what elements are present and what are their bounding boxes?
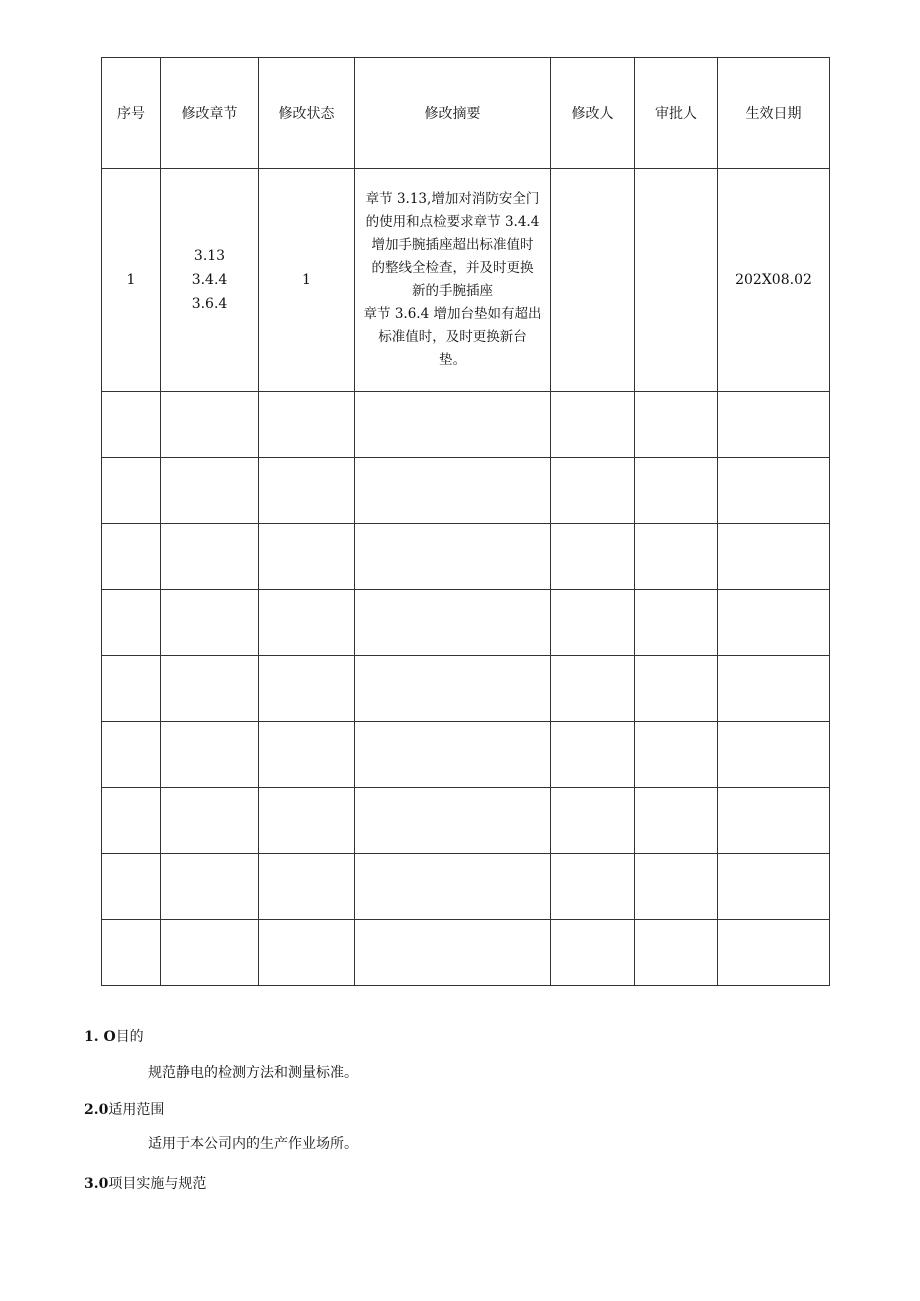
empty-cell [551,458,635,524]
empty-cell [161,392,259,458]
empty-cell [259,854,355,920]
empty-cell [355,458,551,524]
empty-cell [718,590,830,656]
empty-cell [635,920,718,986]
header-status: 修改状态 [259,58,355,169]
empty-cell [355,656,551,722]
empty-cell [635,854,718,920]
cell-chapters [161,169,259,392]
empty-cell [102,524,161,590]
cell-editor [551,169,635,392]
empty-cell [259,788,355,854]
empty-cell [635,590,718,656]
empty-cell [161,590,259,656]
section-number: 1. O [84,1029,116,1045]
empty-cell [161,854,259,920]
summary-line: 的使用和点检要求章节 3.4.4 [365,214,540,230]
empty-cell [551,524,635,590]
table-row [102,590,830,656]
empty-cell [635,722,718,788]
empty-cell [635,656,718,722]
empty-cell [718,788,830,854]
empty-cell [102,920,161,986]
empty-cell [551,854,635,920]
section-number: 3.0 [84,1176,109,1192]
empty-cell [161,458,259,524]
cell-effective-date: 202X08.02 [718,169,830,392]
summary-line: 垫。 [439,352,466,368]
empty-cell [102,458,161,524]
empty-cell [102,656,161,722]
empty-cell [259,656,355,722]
empty-cell [102,590,161,656]
empty-rows [102,392,830,986]
empty-cell [551,656,635,722]
empty-cell [718,524,830,590]
empty-cell [102,392,161,458]
chapter-item: 3.13 [193,248,226,264]
table-row [102,788,830,854]
table-row [102,169,830,392]
empty-cell [718,392,830,458]
cell-status: 1 [259,169,355,392]
section-3-heading [84,1173,206,1193]
section-2-heading [84,1099,164,1119]
empty-cell [718,458,830,524]
chapter-item: 3.4.4 [191,272,228,288]
header-approver: 审批人 [635,58,718,169]
section-title: 适用范围 [108,1102,165,1118]
empty-cell [259,458,355,524]
section-title: 目的 [115,1029,144,1045]
table-row [102,656,830,722]
header-effective-date: 生效日期 [718,58,830,169]
empty-cell [718,656,830,722]
empty-cell [635,458,718,524]
empty-cell [161,656,259,722]
empty-cell [259,524,355,590]
empty-cell [718,722,830,788]
empty-cell [551,920,635,986]
cell-approver [635,169,718,392]
header-summary: 修改摘要 [355,58,551,169]
empty-cell [355,854,551,920]
chapter-item: 3.6.4 [191,296,228,312]
empty-cell [161,788,259,854]
empty-cell [355,392,551,458]
empty-cell [355,590,551,656]
empty-cell [161,722,259,788]
table-row [102,854,830,920]
summary-line: 标准值时，及时更换新台 [378,329,527,345]
header-editor: 修改人 [551,58,635,169]
summary-line: 章节 3.6.4 增加台垫如有超出 [363,306,542,322]
empty-cell [718,854,830,920]
empty-cell [102,722,161,788]
empty-cell [259,590,355,656]
section-1-heading [84,1026,144,1046]
section-1-body: 规范静电的检测方法和测量标准。 [148,1065,358,1081]
header-chapter: 修改章节 [161,58,259,169]
empty-cell [355,920,551,986]
empty-cell [259,722,355,788]
cell-no: 1 [102,169,161,392]
empty-cell [102,788,161,854]
empty-cell [635,788,718,854]
summary-line: 新的手腕插座 [412,283,493,299]
empty-cell [355,524,551,590]
table-row [102,392,830,458]
empty-cell [355,722,551,788]
table-header-row [102,58,830,169]
empty-cell [551,722,635,788]
section-title: 项目实施与规范 [108,1176,207,1192]
table-row [102,458,830,524]
summary-line: 的整线全检查，并及时更换 [371,260,534,276]
empty-cell [635,392,718,458]
table-row [102,920,830,986]
empty-cell [102,854,161,920]
summary-line: 增加手腕插座超出标准值时 [371,237,534,253]
summary-line: 章节 3.13,增加对消防安全门 [365,191,540,207]
section-2-body: 适用于本公司内的生产作业场所。 [148,1136,358,1152]
empty-cell [161,920,259,986]
revision-history-table [101,57,830,986]
empty-cell [355,788,551,854]
header-no: 序号 [102,58,161,169]
empty-cell [551,392,635,458]
empty-cell [551,788,635,854]
table-row [102,722,830,788]
section-number: 2.0 [84,1102,109,1118]
empty-cell [259,920,355,986]
table-row [102,524,830,590]
empty-cell [718,920,830,986]
empty-cell [635,524,718,590]
cell-summary [355,169,551,392]
empty-cell [551,590,635,656]
empty-cell [161,524,259,590]
empty-cell [259,392,355,458]
